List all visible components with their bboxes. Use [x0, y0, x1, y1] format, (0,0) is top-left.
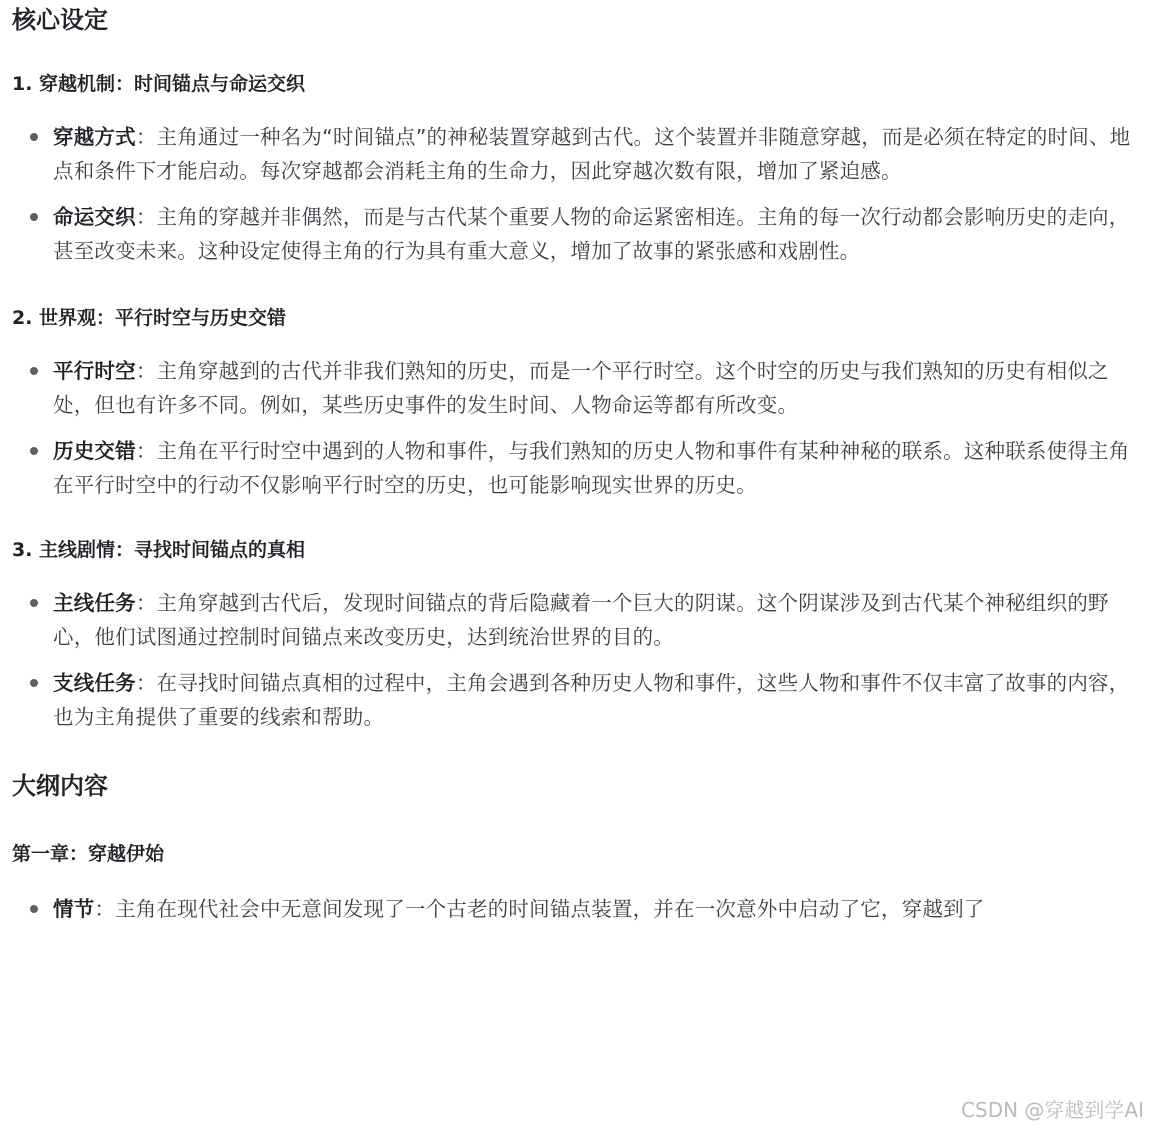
bullet-list [12, 892, 1140, 926]
list-item [12, 200, 1140, 268]
list-item [12, 586, 1140, 654]
subsection-title: 1. 穿越机制：时间锚点与命运交织 [12, 73, 306, 95]
bullet-list [12, 586, 1140, 734]
item-separator: ： [135, 439, 157, 463]
bullet-icon [30, 133, 38, 141]
subsection-title: 2. 世界观：平行时空与历史交错 [12, 307, 287, 329]
bullet-icon [30, 905, 38, 913]
item-term: 主线任务 [53, 591, 136, 615]
item-text: 主角穿越到古代后，发现时间锚点的背后隐藏着一个巨大的阴谋。这个阴谋涉及到古代某个神秘组织的野心，他们试图通过控制时间锚点来改变历史，达到统治世界的目的。 [53, 591, 1109, 649]
item-term: 穿越方式 [53, 125, 136, 149]
item-separator: ： [94, 897, 116, 921]
item-term: 命运交织 [53, 205, 136, 229]
bullet-icon [30, 447, 38, 455]
subsection-title: 第一章：穿越伊始 [12, 843, 165, 865]
bullet-icon [30, 599, 38, 607]
item-text: 主角穿越到的古代并非我们熟知的历史，而是一个平行时空。这个时空的历史与我们熟知的历史有相似之处，但也有许多不同。例如，某些历史事件的发生时间、人物命运等都有所改变。 [53, 359, 1109, 417]
list-item [12, 120, 1140, 188]
bullet-list [12, 354, 1140, 502]
bullet-icon [30, 213, 38, 221]
item-text: 主角在平行时空中遇到的人物和事件，与我们熟知的历史人物和事件有某种神秘的联系。这种联系使得主角在平行时空中的行动不仅影响平行时空的历史，也可能影响现实世界的历史。 [53, 439, 1130, 497]
item-text: 主角在现代社会中无意间发现了一个古老的时间锚点装置，并在一次意外中启动了它，穿越到了 [115, 897, 985, 921]
item-term: 历史交错 [53, 439, 136, 463]
item-text: 在寻找时间锚点真相的过程中，主角会遇到各种历史人物和事件，这些人物和事件不仅丰富了故事的内容，也为主角提供了重要的线索和帮助。 [53, 671, 1130, 729]
item-text: 主角通过一种名为“时间锚点”的神秘装置穿越到古代。这个装置并非随意穿越，而是必须在特定的时间、地点和条件下才能启动。每次穿越都会消耗主角的生命力，因此穿越次数有限，增加了紧迫感。 [53, 125, 1131, 183]
section-heading: 大纲内容 [12, 772, 108, 800]
item-term: 平行时空 [53, 359, 136, 383]
watermark: CSDN @穿越到学AI [961, 1098, 1144, 1122]
item-separator: ： [135, 359, 157, 383]
bullet-icon [30, 367, 38, 375]
section-heading: 核心设定 [12, 6, 108, 34]
item-separator: ： [135, 205, 157, 229]
list-item [12, 892, 1140, 926]
bullet-list [12, 120, 1140, 268]
list-item [12, 434, 1140, 502]
list-item [12, 354, 1140, 422]
subsection-title: 3. 主线剧情：寻找时间锚点的真相 [12, 539, 306, 561]
item-separator: ： [135, 125, 157, 149]
item-separator: ： [135, 591, 157, 615]
item-separator: ： [135, 671, 157, 695]
list-item [12, 666, 1140, 734]
bullet-icon [30, 679, 38, 687]
document [12, 0, 1140, 926]
item-term: 情节 [53, 897, 95, 921]
item-term: 支线任务 [53, 671, 136, 695]
item-text: 主角的穿越并非偶然，而是与古代某个重要人物的命运紧密相连。主角的每一次行动都会影响历史的走向，甚至改变未来。这种设定使得主角的行为具有重大意义，增加了故事的紧张感和戏剧性。 [53, 205, 1130, 263]
